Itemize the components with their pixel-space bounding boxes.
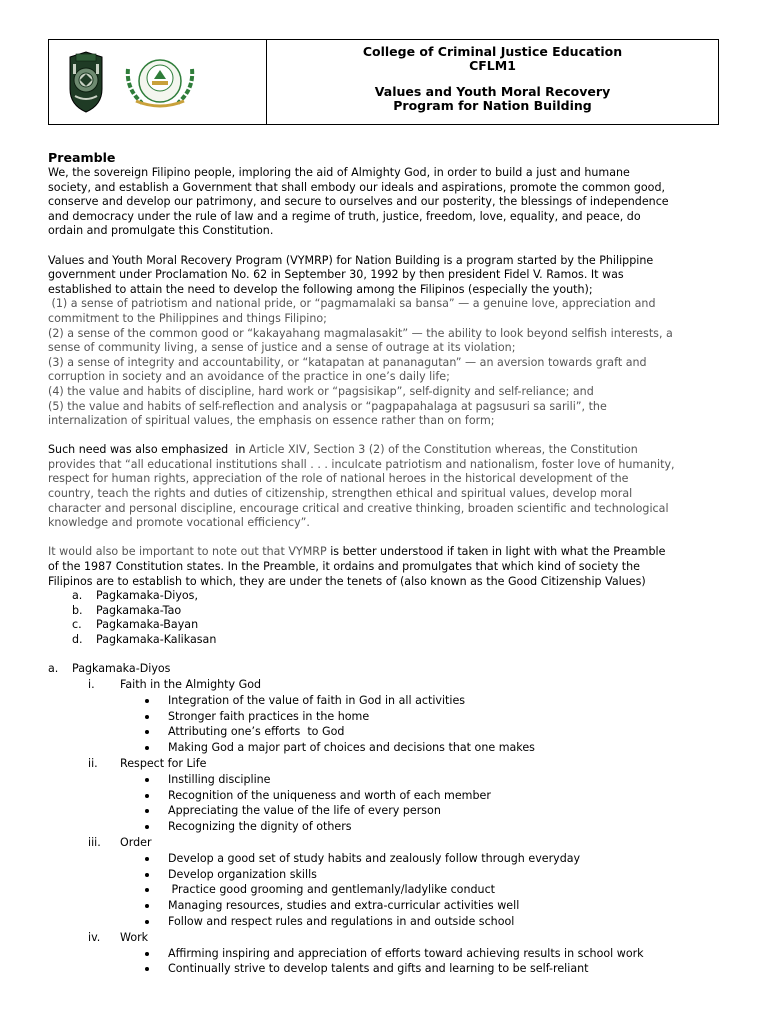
article-line [48,443,728,458]
bullet-text: Recognition of the uniqueness and worth of each member [168,788,491,802]
vymrp-list-line: (3) a sense of integrity and accountability, or “katapatan at pananagutan” — an aversion towards graft and [48,355,647,369]
bullet-icon [145,952,149,956]
outline-bullet [48,804,728,820]
article-line: country, teach the rights and duties of citizenship, strengthen ethical and spiritual values, develop moral [48,487,633,501]
outline-bullet [48,883,728,899]
section-marker: i. [88,677,95,691]
preamble-line: We, the sovereign Filipino people, imploring the aid of Almighty God, in order to build a just and humane [48,166,630,179]
outline-title: Pagkamaka-Diyos [72,662,171,676]
vymrp-list-line: (5) the value and habits of self-reflection and analysis or “pagpapahalaga at pagsusuri sa sarili”, the [48,399,607,413]
laurel-seal-icon [122,55,198,111]
value-label: Pagkamaka-Diyos, [96,589,198,603]
article-reference: Article XIV, Section 3 (2) of the Constitution whereas, the Constitution [248,443,638,457]
value-item [48,604,728,619]
bullet-icon [145,967,149,971]
outline-bullet [48,915,728,931]
vymrp-intro-line: Values and Youth Moral Recovery Program (VYMRP) for Nation Building is a program started by the Philippine [48,253,654,267]
bullet-text: Stronger faith practices in the home [168,709,370,723]
section-marker: iv. [88,930,101,944]
value-label: Pagkamaka-Kalikasan [96,633,217,646]
bullet-icon [145,794,149,798]
preamble-line: society, and establish a Government that shall embody our ideals and aspirations, promote the common good, [48,180,666,194]
outline-bullet [48,852,728,868]
note-line: Filipinos are to establish to which, they are under the tenets of (also known as the Good Citizenship Values) [48,574,646,588]
preamble-heading: Preamble [48,150,116,165]
bullet-icon [145,857,149,861]
note-line: of the 1987 Constitution states. In the Preamble, it ordains and promulgates that which kind of society the [48,560,640,574]
outline-heading [48,662,728,678]
value-item [48,618,728,633]
section-marker: ii. [88,756,98,770]
bullet-text: Continually strive to develop talents and gifts and learning to be self-reliant [168,962,589,976]
note-continuation: is better understood if taken in light with what the Preamble [330,545,666,559]
vymrp-list-line: (1) a sense of patriotism and national pride, or “pagmamalaki sa bansa” — a genuine love, appreciation and [48,297,656,311]
section-title: Work [120,930,149,944]
header-title [267,40,718,112]
vymrp-list-line: corruption in society and an avoidance of the practice in one’s daily life; [48,370,450,384]
preamble-line: ordain and promulgate this Constitution. [48,224,274,238]
vymrp-intro-line: government under Proclamation No. 62 in September 30, 1992 by then president Fidel V. Ramos. It was [48,268,624,282]
outline-section [48,836,728,852]
bullet-icon [145,730,149,734]
header-box [48,39,719,125]
bullet-text: Recognizing the dignity of others [168,820,352,834]
preamble-line: and democracy under the rule of law and a regime of truth, justice, freedom, love, equality, and peace, do [48,209,641,223]
bullet-text: Follow and respect rules and regulations in and outside school [168,914,515,928]
outline-bullet [48,710,728,726]
vymrp-list-line: (4) the value and habits of discipline, hard work or “pagsisikap”, self-dignity and self-reliance; and [48,384,594,398]
article-line: respect for human rights, appreciation of the role of national heroes in the historical development of the [48,472,629,486]
value-marker: b. [72,603,83,617]
header-line-college: College of Criminal Justice Education [362,44,623,59]
preamble-line: conserve and develop our patrimony, and secure to ourselves and our posterity, the blessings of independence [48,195,669,209]
value-item [48,589,728,604]
header-line-title-2: Program for Nation Building [393,97,592,113]
header-line-code: CFLM1 [469,57,516,73]
bullet-text: Appreciating the value of the life of every person [168,804,441,818]
bullet-icon [145,888,149,892]
outline-marker: a. [48,662,59,676]
bullet-icon [145,825,149,829]
article-line: provides that “all educational institutions shall . . . inculcate patriotism and nationalism, foster love of humanity, [48,457,675,471]
bullet-text: Instilling discipline [168,772,271,786]
section-title: Respect for Life [120,756,207,770]
bullet-icon [145,715,149,719]
college-seal-icon [67,51,105,113]
outline-bullet [48,962,728,978]
bullet-icon [145,904,149,908]
value-item [48,633,728,648]
bullet-icon [145,920,149,924]
bullet-icon [145,873,149,877]
outline-bullet [48,741,728,757]
header-line-title-1: Values and Youth Moral Recovery [374,84,611,99]
outline-bullet [48,947,728,963]
article-line: character and personal discipline, encourage critical and creative thinking, broaden scientific and technological [48,501,669,515]
article-lead-text: Such need was also emphasized in [48,443,249,457]
bullet-text: Affirming inspiring and appreciation of efforts toward achieving results in school work [168,946,644,960]
outline-bullet [48,725,728,741]
vymrp-list-line: commitment to the Philippines and things Filipino; [48,311,327,325]
vymrp-list-line: internalization of spiritual values, the emphasis on essence rather than on form; [48,414,495,428]
note-lead-text: It would also be important to note out that VYMRP [48,545,331,559]
bullet-text: Develop a good set of study habits and zealously follow through everyday [168,851,581,865]
outline-bullet [48,868,728,884]
vymrp-intro-line: established to attain the need to develop the following among the Filipinos (especially the youth); [48,282,593,296]
bullet-icon [145,746,149,750]
outline-section [48,757,728,773]
bullet-icon [145,699,149,703]
outline-bullet [48,899,728,915]
outline-section [48,678,728,694]
bullet-text: Attributing one’s efforts to God [168,725,345,739]
outline-section [48,931,728,947]
article-line: knowledge and promote vocational efficiency”. [48,516,310,530]
vymrp-list-line: sense of community living, a sense of justice and a sense of outrage at its violation; [48,341,516,355]
value-label: Pagkamaka-Tao [96,603,182,617]
value-marker: a. [72,589,83,603]
document-body [48,150,728,978]
outline-bullet [48,820,728,836]
note-line [48,545,728,560]
bullet-text: Managing resources, studies and extra-curricular activities well [168,899,520,913]
value-marker: c. [72,618,82,632]
outline-bullet [48,773,728,789]
bullet-text: Practice good grooming and gentlemanly/ladylike conduct [168,883,496,897]
section-title: Order [120,835,152,849]
value-label: Pagkamaka-Bayan [96,618,199,632]
bullet-icon [145,778,149,782]
section-title: Faith in the Almighty God [120,677,262,691]
vymrp-list-line: (2) a sense of the common good or “kakayahang magmalasakit” — the ability to look beyond selfish interests, a [48,326,673,340]
outline-bullet [48,789,728,805]
bullet-text: Integration of the value of faith in God in all activities [168,693,466,707]
bullet-icon [145,809,149,813]
outline-bullet [48,694,728,710]
value-marker: d. [72,633,83,646]
bullet-text: Making God a major part of choices and decisions that one makes [168,741,535,755]
bullet-text: Develop organization skills [168,867,317,881]
section-marker: iii. [88,835,101,849]
